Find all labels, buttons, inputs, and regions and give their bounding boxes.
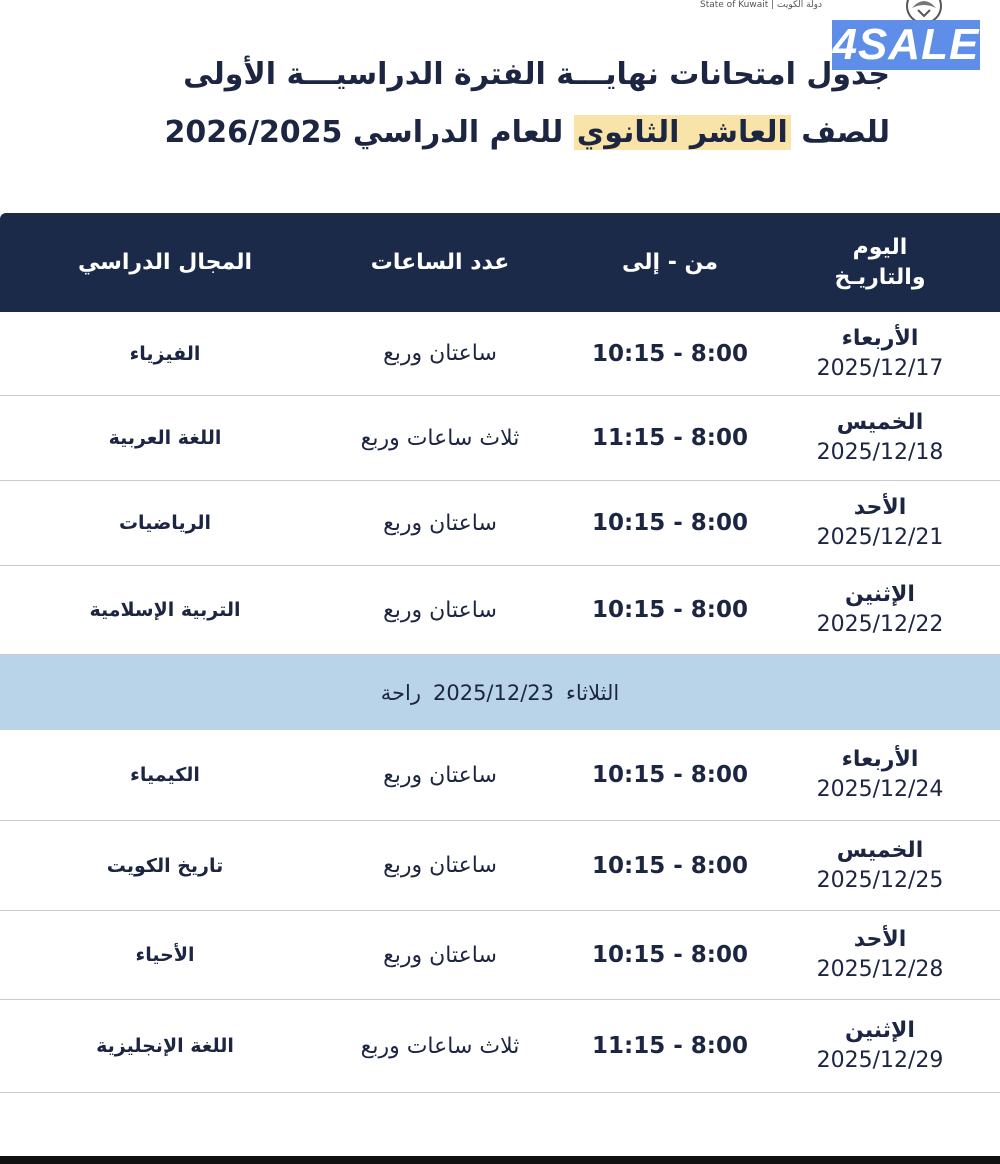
subject-cell [40, 730, 290, 820]
day-cell [780, 481, 980, 565]
rest-day: الثلاثاء [566, 680, 620, 705]
subject-text: الفيزياء [129, 342, 201, 365]
table-row [0, 911, 1000, 1000]
day-name: الإثنين [845, 1018, 915, 1043]
table-row [0, 566, 1000, 655]
time-range: 11:15 - 8:00 [592, 425, 748, 451]
hours-cell [330, 312, 550, 395]
subject-text: اللغة الإنجليزية [96, 1035, 234, 1057]
table-row [0, 396, 1000, 481]
subject-text: تاريخ الكويت [106, 854, 224, 877]
day-name: الأحد [853, 927, 907, 952]
hours-cell [330, 730, 550, 820]
time-range: 10:15 - 8:00 [592, 762, 748, 788]
table-row [0, 1000, 1000, 1093]
time-range: 10:15 - 8:00 [592, 597, 748, 623]
day-name: الأربعاء [841, 747, 919, 772]
hours-text: ساعتان وربع [383, 510, 497, 536]
rest-day-row [0, 655, 1000, 730]
exam-schedule-table [0, 213, 1000, 1093]
day-date: 2025/12/29 [816, 1048, 944, 1073]
time-cell [570, 566, 770, 654]
subject-cell [40, 312, 290, 395]
day-name: الإثنين [845, 582, 915, 607]
title-line-2 [60, 104, 890, 162]
time-cell [570, 911, 770, 999]
4sale-watermark: 4SALE [832, 20, 980, 69]
hours-cell [330, 566, 550, 654]
title-suffix: للعام الدراسي 2026/2025 [164, 115, 574, 150]
day-name: الخميس [836, 410, 924, 435]
subject-cell [40, 1000, 290, 1092]
day-cell [780, 566, 980, 654]
table-row [0, 312, 1000, 396]
day-cell [780, 821, 980, 910]
logo-text: State of Kuwait | دولة الكويت [700, 0, 823, 10]
hours-text: ساعتان وربع [383, 853, 497, 878]
table-row [0, 821, 1000, 911]
header-time [570, 213, 770, 312]
subject-cell [40, 396, 290, 480]
hours-cell [330, 396, 550, 480]
hours-text: ساعتان وربع [383, 942, 497, 968]
day-date: 2025/12/25 [816, 867, 944, 893]
rest-label: راحة [380, 680, 421, 705]
day-cell [780, 396, 980, 480]
day-cell [780, 312, 980, 395]
day-name: الخميس [836, 837, 924, 863]
time-cell [570, 730, 770, 820]
hours-text: ثلاث ساعات وربع [360, 1033, 520, 1059]
title-line-1: جدول امتحانات نهايـــة الفترة الدراسيـــة الأولى [183, 57, 890, 92]
header-time-label: من - إلى [622, 249, 718, 275]
table-row [0, 481, 1000, 566]
hours-text: ساعتان وربع [383, 341, 497, 366]
subject-text: الرياضيات [118, 512, 212, 534]
day-date: 2025/12/24 [816, 777, 944, 802]
table-row [0, 730, 1000, 821]
header-subject [40, 213, 290, 312]
header-subject-label: المجال الدراسي [77, 249, 253, 275]
table-header [0, 213, 1000, 312]
time-range: 11:15 - 8:00 [592, 1033, 748, 1059]
day-date: 2025/12/28 [816, 957, 944, 982]
rest-date: 2025/12/23 [432, 680, 555, 705]
day-date: 2025/12/18 [816, 440, 944, 465]
title-prefix: للصف [790, 115, 890, 150]
hours-cell [330, 1000, 550, 1092]
time-cell [570, 481, 770, 565]
page-title [60, 46, 890, 162]
day-date: 2025/12/21 [816, 525, 944, 550]
hours-cell [330, 911, 550, 999]
time-cell [570, 312, 770, 395]
subject-cell [40, 566, 290, 654]
rows-after-rest [0, 730, 1000, 1093]
bottom-bar [0, 1156, 1000, 1164]
time-cell [570, 821, 770, 910]
subject-text: الكيمياء [130, 764, 200, 786]
title-highlight: العاشر الثانوي [574, 115, 791, 150]
header-day [780, 213, 980, 312]
time-cell [570, 1000, 770, 1092]
time-range: 10:15 - 8:00 [592, 340, 748, 367]
day-date: 2025/12/17 [816, 355, 944, 381]
subject-cell [40, 481, 290, 565]
day-date: 2025/12/22 [816, 612, 944, 637]
header-day-label: اليوم والتاريـخ [834, 234, 926, 290]
hours-cell [330, 821, 550, 910]
subject-text: الأحياء [135, 944, 195, 966]
day-cell [780, 1000, 980, 1092]
day-cell [780, 911, 980, 999]
hours-text: ساعتان وربع [383, 597, 497, 623]
time-range: 10:15 - 8:00 [592, 510, 748, 536]
hours-text: ساعتان وربع [383, 762, 497, 788]
time-range: 10:15 - 8:00 [592, 942, 748, 968]
rows-before-rest [0, 312, 1000, 655]
time-cell [570, 396, 770, 480]
header-hours-label: عدد الساعات [370, 249, 510, 275]
hours-cell [330, 481, 550, 565]
subject-text: اللغة العربية [108, 427, 222, 449]
header-hours [330, 213, 550, 312]
time-range: 10:15 - 8:00 [592, 852, 748, 879]
subject-cell [40, 911, 290, 999]
day-cell [780, 730, 980, 820]
subject-text: التربية الإسلامية [89, 599, 241, 621]
hours-text: ثلاث ساعات وربع [360, 425, 520, 451]
day-name: الأحد [853, 495, 907, 520]
day-name: الأربعاء [841, 325, 919, 351]
subject-cell [40, 821, 290, 910]
